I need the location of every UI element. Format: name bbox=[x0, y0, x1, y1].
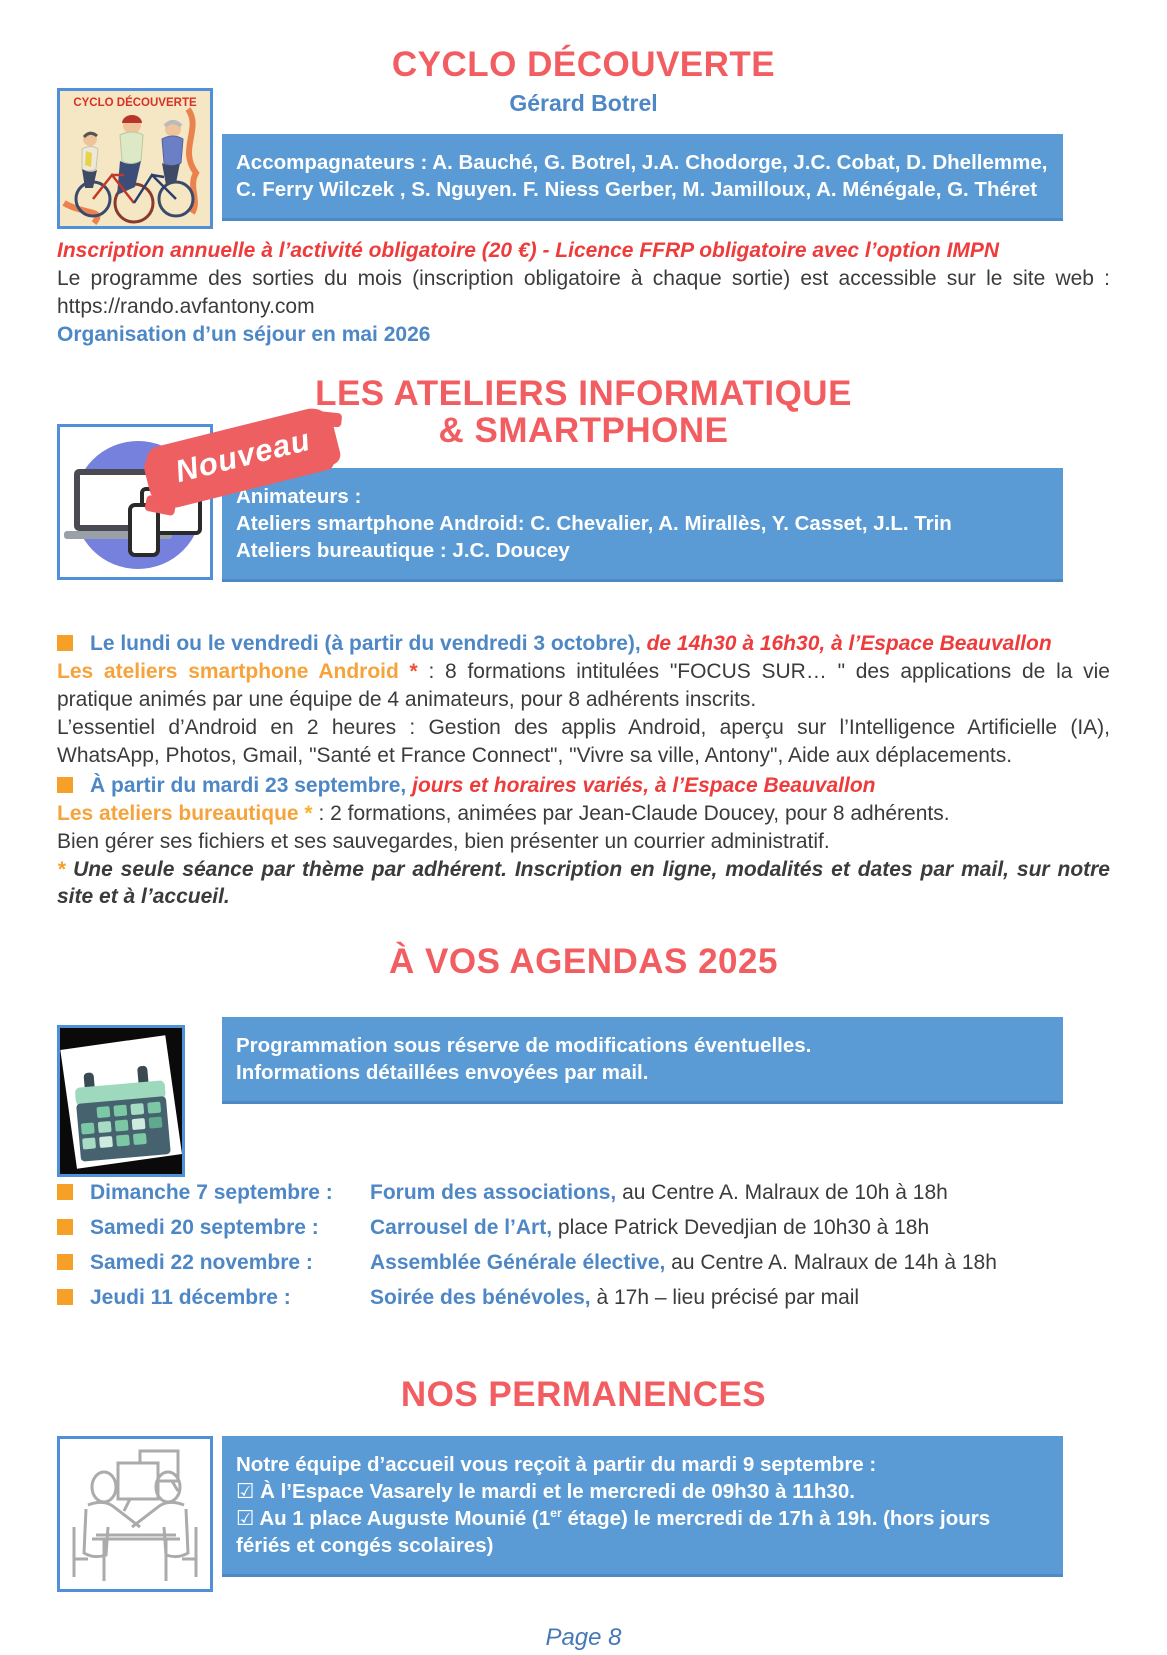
bureautique-label: Les ateliers bureautique bbox=[57, 801, 305, 825]
ateliers-body bbox=[57, 630, 1110, 911]
animateurs-line3: Ateliers bureautique : J.C. Doucey bbox=[236, 539, 570, 563]
site-url-link[interactable]: https://rando.avfantony.com bbox=[57, 294, 315, 318]
permanences-banner-row bbox=[0, 1436, 1167, 1594]
accueil-line2: ☑ À l’Espace Vasarely le mardi et le mercredi de 09h30 à 11h30. bbox=[236, 1479, 855, 1503]
smartphone-label: Les ateliers smartphone Android bbox=[57, 660, 410, 684]
bureautique-paragraph bbox=[57, 800, 1110, 828]
accueil-line3-post: étage) le mercredi de 17h à 19h. (hors jours fériés et congés scolaires) bbox=[236, 1506, 991, 1557]
animateurs-line2: Ateliers smartphone Android: C. Chevalier, A. Mirallès, Y. Casset, J.L. Trin bbox=[236, 512, 952, 536]
agendas-banner-row bbox=[0, 1017, 1167, 1175]
animateurs-box bbox=[222, 468, 1063, 582]
bullet1-text bbox=[90, 630, 1052, 658]
bureautique-text: : 2 formations, animées par Jean-Claude Doucey, pour 8 adhérents. bbox=[312, 801, 950, 825]
agendas-title: À VOS AGENDAS 2025 bbox=[389, 942, 778, 982]
event-row bbox=[57, 1249, 1110, 1277]
programmation-line2: Informations détaillées envoyées par mail. bbox=[236, 1061, 649, 1085]
ateliers-title-line2: & SMARTPHONE bbox=[438, 411, 729, 451]
event-text bbox=[370, 1179, 1110, 1207]
event-name: Carrousel de l’Art, bbox=[370, 1216, 553, 1240]
footnote-text: Une seule séance par thème par adhérent. Inscription en ligne, modalités et dates par mail, sur notre site et à l’accueil. bbox=[57, 857, 1110, 909]
event-date: Samedi 20 septembre : bbox=[90, 1216, 319, 1240]
reception-desk-illustration bbox=[57, 1436, 213, 1592]
orange-square-bullet-icon bbox=[57, 1289, 73, 1305]
event-text bbox=[370, 1284, 1110, 1312]
bullet-line-smartphone bbox=[57, 630, 1110, 658]
bullet1-blue-part: Le lundi ou le vendredi (à partir du vendredi 3 octobre), bbox=[90, 632, 647, 656]
cyclo-title: CYCLO DÉCOUVERTE bbox=[391, 45, 776, 84]
orange-square-bullet-icon bbox=[57, 1219, 73, 1235]
section-cyclo bbox=[0, 46, 1167, 349]
nouveau-badge-label: Nouveau bbox=[171, 422, 315, 490]
accompagnateurs-box bbox=[222, 134, 1063, 221]
bullet1-red-part: de 14h30 à 16h30, à l’Espace Beauvallon bbox=[646, 632, 1052, 656]
smartphone-text: : 8 formations intitulées "FOCUS SUR… " des applications de la vie pratique animés par une équipe de 4 animateurs, pour 8 adhérents inscrits. bbox=[57, 660, 1110, 712]
sejour-note: Organisation d’un séjour en mai 2026 bbox=[57, 322, 431, 346]
programmation-box bbox=[222, 1017, 1063, 1104]
event-name: Forum des associations, bbox=[370, 1181, 617, 1205]
permanences-title: NOS PERMANENCES bbox=[400, 1374, 767, 1414]
smartphone-asterisk: * bbox=[409, 660, 418, 684]
orange-square-bullet-icon bbox=[57, 635, 73, 651]
bullet-line-bureautique bbox=[57, 772, 1110, 800]
footnote-paragraph bbox=[57, 856, 1110, 912]
cyclo-subtitle: Gérard Botrel bbox=[509, 89, 658, 116]
event-details: au Centre A. Malraux de 14h à 18h bbox=[665, 1251, 997, 1275]
calendar-drawing bbox=[60, 1028, 182, 1174]
fichiers-paragraph: Bien gérer ses fichiers et ses sauvegardes, bien présenter un courrier administratif. bbox=[57, 829, 830, 853]
event-details: à 17h – lieu précisé par mail bbox=[590, 1285, 860, 1309]
programme-text-pre: Le programme des sorties du mois (inscription obligatoire à chaque sortie) est accessible sur le site web : bbox=[57, 266, 1110, 290]
orange-square-bullet-icon bbox=[57, 1184, 73, 1200]
event-name: Soirée des bénévoles, bbox=[370, 1285, 591, 1309]
bullet2-blue-part: À partir du mardi 23 septembre, bbox=[90, 773, 413, 797]
cyclo-paragraph bbox=[57, 237, 1110, 349]
calendar-illustration bbox=[57, 1025, 185, 1177]
bullet2-text bbox=[90, 772, 876, 800]
bureautique-asterisk: * bbox=[304, 801, 313, 825]
ateliers-title-line1: LES ATELIERS INFORMATIQUE bbox=[315, 373, 852, 413]
event-text bbox=[370, 1214, 1110, 1242]
accueil-line3-sup: er bbox=[550, 1505, 562, 1520]
footnote-asterisk: * bbox=[57, 857, 74, 881]
cyclo-image-caption: CYCLO DÉCOUVERTE bbox=[73, 97, 197, 109]
event-date: Jeudi 11 décembre : bbox=[90, 1285, 291, 1309]
event-row bbox=[57, 1284, 1110, 1312]
smartphone-paragraph bbox=[57, 658, 1110, 714]
event-details: place Patrick Devedjian de 10h30 à 18h bbox=[552, 1216, 930, 1240]
agenda-list bbox=[57, 1179, 1110, 1312]
orange-square-bullet-icon bbox=[57, 777, 73, 793]
section-permanences bbox=[0, 1376, 1167, 1594]
page-number: Page 8 bbox=[545, 1623, 622, 1651]
reception-desk-drawing bbox=[60, 1439, 210, 1589]
accueil-line3 bbox=[236, 1505, 1049, 1559]
section-ateliers bbox=[0, 375, 1167, 912]
inscription-note: Inscription annuelle à l’activité obligatoire (20 €) - Licence FFRP obligatoire avec l’option IMPN bbox=[57, 238, 1000, 262]
event-text bbox=[370, 1249, 1110, 1277]
event-date: Dimanche 7 septembre : bbox=[90, 1181, 333, 1205]
event-row bbox=[57, 1214, 1110, 1242]
orange-square-bullet-icon bbox=[57, 1254, 73, 1270]
accueil-line3-pre: ☑ Au 1 place Auguste Mounié (1 bbox=[236, 1506, 551, 1530]
programmation-line1: Programmation sous réserve de modifications éventuelles. bbox=[236, 1034, 812, 1058]
accompagnateurs-text: Accompagnateurs : A. Bauché, G. Botrel, J.A. Chodorge, J.C. Cobat, D. Dhellemme, C. Ferry Wilczek , S. Nguyen. F. Niess Gerber, M. Jamilloux, A. Ménégale, G. Théret bbox=[236, 150, 1048, 201]
ateliers-banner-row bbox=[0, 422, 1167, 596]
section-agendas bbox=[0, 943, 1167, 1311]
event-row bbox=[57, 1179, 1110, 1207]
event-details: au Centre A. Malraux de 10h à 18h bbox=[616, 1181, 948, 1205]
programme-text bbox=[57, 265, 1110, 321]
accueil-line1: Notre équipe d’accueil vous reçoit à partir du mardi 9 septembre : bbox=[236, 1452, 877, 1476]
accueil-box bbox=[222, 1436, 1063, 1577]
cyclists-drawing bbox=[60, 91, 210, 226]
event-date: Samedi 22 novembre : bbox=[90, 1251, 313, 1275]
bullet2-red-part: jours et horaires variés, à l’Espace Beauvallon bbox=[412, 773, 876, 797]
event-name: Assemblée Générale élective, bbox=[370, 1251, 666, 1275]
essentiel-paragraph: L’essentiel d’Android en 2 heures : Gestion des applis Android, aperçu sur l’Intelligence Artificielle (IA), WhatsApp, Photos, Gmail, "Santé et France Connect", "Vivre sa ville, Antony", Aide aux déplacements. bbox=[57, 715, 1110, 767]
animateurs-line1: Animateurs : bbox=[236, 485, 362, 509]
cyclists-illustration bbox=[57, 88, 213, 229]
